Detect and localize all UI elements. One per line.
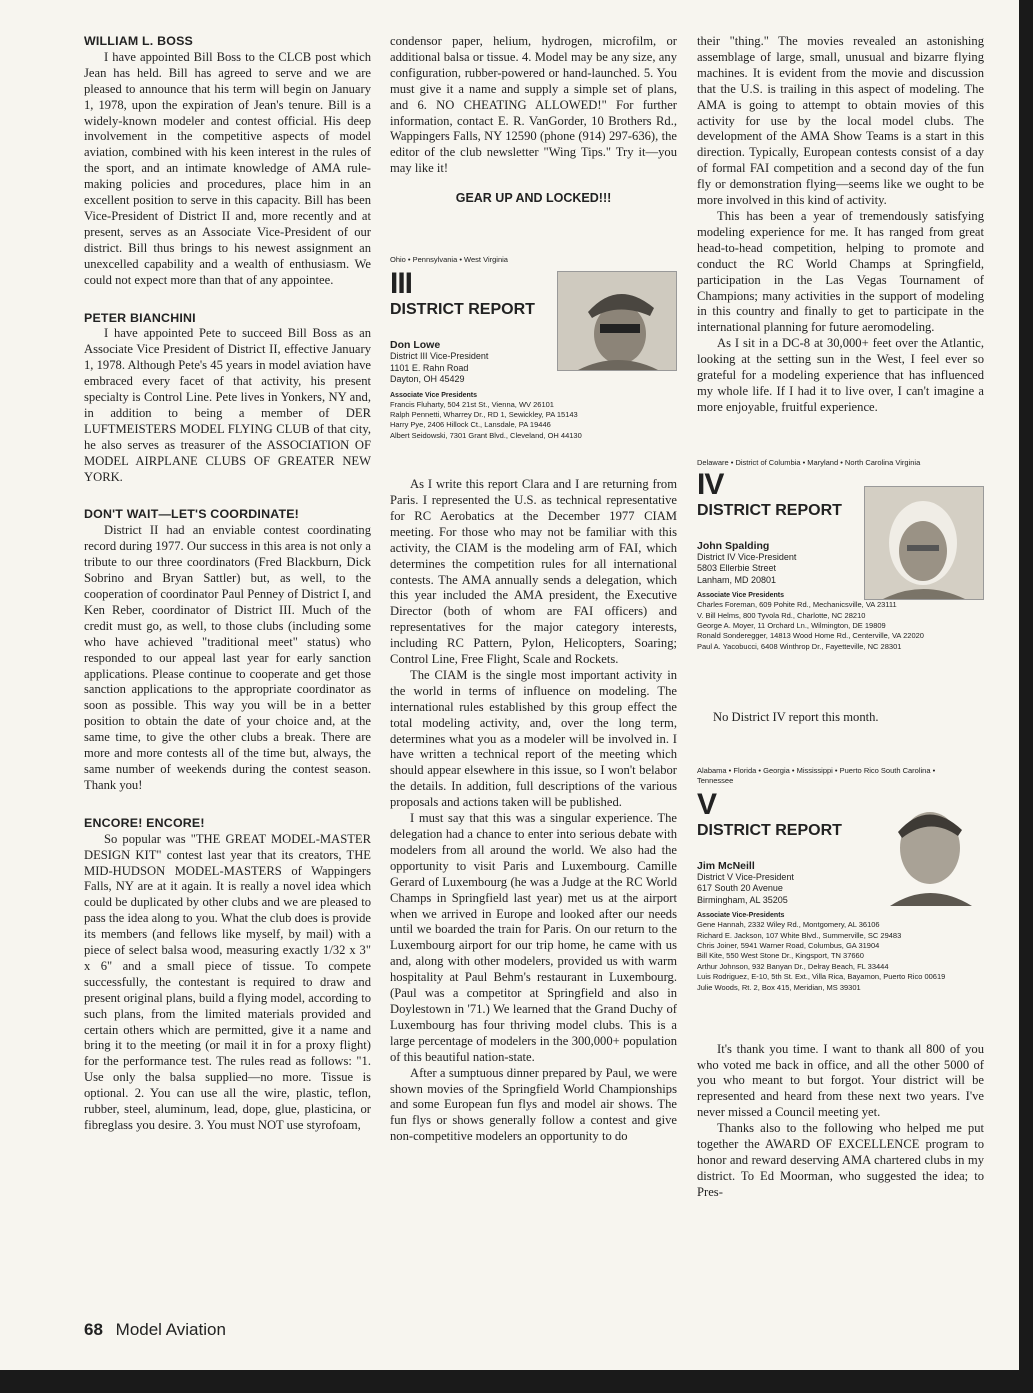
district-5-avp-item: Chris Joiner, 5941 Warner Road, Columbus, GA 31904 — [697, 940, 880, 950]
district-5-vp-photo — [874, 796, 984, 906]
district-3-number: III — [390, 267, 413, 301]
portrait-smiling-man-icon — [874, 796, 984, 906]
district-3-vp-street: 1101 E. Rahn Road — [390, 362, 469, 373]
district-4-vp-title: District IV Vice-President — [697, 551, 797, 562]
district-3-paragraph-6: This has been a year of tremendously satisfying modeling experience for me. It has ranged from great head-to-head competition, helping to promote and conduct the RC World Champs at Springfield, participation in the Las Vegas Tournament of Champions; many activities in the support of modeling in this country and finally to get to participate in the international planning for future aeromodeling. — [697, 208, 984, 335]
district-3-vp-city: Dayton, OH 45429 — [390, 374, 465, 385]
district-3-paragraph-1: As I write this report Clara and I are returning from Paris. I represented the U.S. as technical representative for RC Aerobatics at the December 1977 CIAM meeting. For those who may not be familiar with this activity, the CIAM is the modeling arm of FAI, which determines the competition rules for all international contests. The AMA annually sends a delegation, which this year included the AMA president, the Executive Director (both of whom are FAI officers) and representatives for the major category interests, including RC Pattern, Pylon, Helicopters, Soaring; Control Line, Free Flight, Scale and Rockets. — [390, 477, 677, 667]
district-4-avp-item: V. Bill Helms, 800 Tyvola Rd., Charlotte, NC 28210 — [697, 610, 866, 620]
district-4-vp-name: John Spalding — [697, 539, 770, 552]
district-5-avp-item: Arthur Johnson, 932 Banyan Dr., Delray Beach, FL 33444 — [697, 961, 889, 971]
district-3-avp-item: Harry Pye, 2406 Hillock Ct., Lansdale, PA 19446 — [390, 420, 551, 430]
district-5-avp-item: Richard E. Jackson, 107 White Blvd., Summerville, SC 29483 — [697, 930, 902, 940]
district-3-paragraph-4: After a sumptuous dinner prepared by Paul, we were shown movies of the Springfield World Championships and some European fun flys and model air shows. The fun flys or shows generally follow a contest and give non-competitive modelers an opportunity to do — [390, 1065, 677, 1144]
district-4-block — [697, 458, 984, 694]
boss-paragraph: I have appointed Bill Boss to the CLCB post which Jean has held. Bill has agreed to serve and we are pleased to announce that his term will begin on January 1, 1978, upon the expiration of Jean's tenure. Bill is a widely-known modeler and contest official. His deep involvement in the competitive aspects of model aviation, combined with his keen interest in the rules of the sport, and an intimate knowledge of AMA rule-making policies and procedures, place him in an excellent position to serve in this capacity. Bill has been Vice-President of District II and, more recently and at present, serves as an Associate Vice-President of our district. Bill thus brings to his newest assignment an unexcelled capability and a wealth of enthusiasm. We could not expect more than that of any appointee. — [84, 49, 371, 287]
district-4-avp-title: Associate Vice Presidents — [697, 592, 785, 600]
district-4-avp-item: Charles Foreman, 609 Pohite Rd., Mechanicsville, VA 23111 — [697, 600, 897, 610]
district-5-number: V — [697, 787, 717, 821]
district-3-title: DISTRICT REPORT — [390, 301, 535, 319]
district-5-vp-city: Birmingham, AL 35205 — [697, 894, 788, 905]
district-3-vp-title: District III Vice-President — [390, 351, 489, 362]
portrait-gray-hair-man-icon — [865, 487, 983, 599]
district-5-title: DISTRICT REPORT — [697, 821, 842, 839]
district-3-paragraph-5: their "thing." The movies revealed an astonishing assemblage of large, small, unusual and bizarre flying machines. It is evident from the movie and discussion that the U.S. is trailing in this aspect of modeling. The AMA is going to attempt to obtain movies of this activity for use by the local model clubs. The development of the AMA Show Teams is a start in this direction. Typically, European contests consist of a day of formal FAI competition and a second day of the fun fly or demonstration flying—seems like we ought to be more involved in this kind of activity. — [697, 34, 984, 208]
district-3-avp-item: Ralph Pennetti, Wharrey Dr., RD 1, Sewickley, PA 15143 — [390, 409, 578, 419]
district-5-avp-item: Bill Kite, 550 West Stone Dr., Kingsport, TN 37660 — [697, 951, 864, 961]
district-4-title: DISTRICT REPORT — [697, 501, 842, 519]
column-1 — [84, 34, 371, 1134]
district-4-number: IV — [697, 467, 724, 501]
encore-continued-paragraph: condensor paper, helium, hydrogen, microfilm, or additional balsa or tissue. 4. Model may be any size, any configuration, rubber-powered or hand-launched. 5. You must give it a name and supply a simple set of plans, and 6. NO CHEATING ALLOWED!" For further information, contact E. R. VanGorder, 10 Brothers Rd., Wappingers Falls, NY 12590 (phone (914) 297-636), the editor of the club newsletter "Wing Tips." Try it—you may like it! — [390, 34, 677, 176]
boss-heading: WILLIAM L. BOSS — [84, 34, 193, 48]
district-5-block — [697, 766, 984, 1038]
district-5-avp-item: Luis Rodriguez, E-10, 5th St. Ext., Villa Rica, Bayamon, Puerto Rico 00619 — [697, 972, 946, 982]
district-3-vp-name: Don Lowe — [390, 339, 441, 352]
district-4-note: No District IV report this month. — [713, 709, 879, 724]
district-3-avp-item: Albert Seidowski, 7301 Grant Blvd., Cleveland, OH 44130 — [390, 430, 582, 440]
encore-heading: ENCORE! ENCORE! — [84, 815, 205, 830]
page-number: 68 — [84, 1320, 103, 1339]
district-3-avp-title: Associate Vice Presidents — [390, 391, 478, 399]
district-5-states: Alabama • Florida • Georgia • Mississippi • Puerto Rico South Carolina • Tennessee — [697, 765, 936, 785]
district-3-paragraph-2: The CIAM is the single most important activity in the world in terms of influence on modeling. The international rules established by this group effect the total modeling activity, and, over the long term, determines what you as a modeler will be involved in. I have written a technical report of the meeting which should appear elsewhere in this issue, so I won't belabor the details. In addition, full descriptions of the various proposals and actions taken will be published. — [390, 667, 677, 810]
district-4-avp-item: George A. Moyer, 11 Orchard Ln., Wilmington, DE 19809 — [697, 621, 886, 631]
district-5-vp-street: 617 South 20 Avenue — [697, 883, 783, 894]
district-5-avp-item: Gene Hannah, 2332 Wiley Rd., Montgomery, AL 36106 — [697, 920, 880, 930]
portrait-cap-man-icon — [558, 272, 676, 370]
district-3-paragraph-7: As I sit in a DC-8 at 30,000+ feet over the Atlantic, looking at the setting sun in the West, I feel ever so grateful for a modeling experience that has influenced my whole life. If I had it to live over, I can't imagine a more enjoyable, fruitful experience. — [697, 336, 984, 414]
district-4-vp-street: 5803 Ellerbie Street — [697, 563, 777, 574]
district-3-block — [390, 255, 677, 475]
district-5-paragraph-1: It's thank you time. I want to thank all 800 of you who voted me back in office, and all the other 5000 of you who meant to but forgot. Your district will be represented and heard from these next two years. I've never missed a Council meeting yet. — [697, 1041, 984, 1120]
district-4-vp-photo — [864, 486, 984, 600]
district-3-states: Ohio • Pennsylvania • West Virginia — [390, 255, 508, 265]
magazine-name: Model Aviation — [115, 1320, 226, 1339]
encore-paragraph: So popular was "THE GREAT MODEL-MASTER DESIGN KIT" contest last year that its creators, THE MID-HUDSON MODEL-MASTERS of Wappingers Falls, NY are at it again. It is really a novel idea which could be duplicated by other clubs and we are pleased to pass the idea along to you. What the club does is provide its members (and fellows like myself, by mail) with a piece of select balsa wood, measuring exactly 1/32 x 3" x 6" and a small piece of tissue. To compete successfully, the contestant is required to draw and present original plans, build a flying model, according to such plans, from the limited materials provided and certain others which are permitted, give it a name and bring it to the meeting (or mail it in for a proxy flight) for the performance test. The rules read as follows: "1. Use only the balsa supplied—no more. Tissue is optional. 2. You can use all the wire, plastic, teflon, rubber, steel, aluminum, lead, dope, glue, plasticina, or fibreglass you desire. 3. You must NOT use styrofoam, — [84, 831, 371, 1132]
district-4-vp-city: Lanham, MD 20801 — [697, 574, 777, 585]
bianchini-heading: PETER BIANCHINI — [84, 310, 196, 325]
district-5-paragraph-2: Thanks also to the following who helped me put together the AWARD OF EXCELLENCE program to honor and reward deserving AMA chartered clubs in my district. To Ed Moorman, who suggested the idea; to Pres- — [697, 1121, 984, 1199]
coordinate-heading: DON'T WAIT—LET'S COORDINATE! — [84, 507, 300, 522]
district-3-paragraph-3: I must say that this was a singular experience. The delegation had a chance to enter into serious debate with modelers from all around the world. We also had the opportunity to visit Paris and Luxembourg. Camille Gerard of Luxembourg (he was a Judge at the RC World Champs in Springfield last year) met us at the airport when we arrived in Europe and looked after our needs until we boarded the train for Paris. On our return to the Luxembourg airport for our trip home, he came with us and, along with other modelers, provided us with warm hospitality at Paul Behm's restaurant in Luxembourg. (Paul was a competitor at Springfield and also in Doylestown in '71.) We learned that the Grand Duchy of Luxembourg has four thriving model clubs. This is a large percentage of modelers in the 300,000+ population of this beautiful nation-state. — [390, 811, 677, 1064]
district-4-avp-item: Paul A. Yacobucci, 6408 Winthrop Dr., Fayetteville, NC 28301 — [697, 641, 902, 651]
district-5-avp-item: Julie Woods, Rt. 2, Box 415, Meridian, MS 39301 — [697, 982, 861, 992]
district-3-vp-photo — [557, 271, 677, 371]
district-5-vp-name: Jim McNeill — [697, 859, 755, 872]
coordinate-paragraph: District II had an enviable contest coordinating record during 1977. Our success in this area is not only a tribute to our three coordinators (Fred Blackburn, Dick Sobrino and Bryan Sattler) but, as well, to the cooperation of coordinator Paul Penney of District I, and Ken Reber, coordinator of District III. Much of the credit must go, as well, to those clubs (including some who have achieved "traditional meet" status) who responded to our appeal last year for early sanction applications. Please continue to cooperate and get those sanction applications to the appropriate coordinator as soon as possible. This way you will be in a better position to obtain the date of your choice and, at the same time, to give the other clubs a break. There are more and more contests all of the time but, always, the same number of weekends during the contest season. Thank you! — [84, 523, 371, 792]
district-3-avp-item: Francis Fluharty, 504 21st St., Vienna, WV 26101 — [390, 399, 554, 409]
page-footer — [84, 1320, 226, 1340]
gear-up-heading: GEAR UP AND LOCKED!!! — [455, 191, 612, 206]
district-5-avp-title: Associate Vice-Presidents — [697, 912, 785, 920]
district-4-avp-item: Ronald Sonderegger, 14813 Wood Home Rd., Centerville, VA 22020 — [697, 631, 924, 641]
district-5-vp-title: District V Vice-President — [697, 871, 794, 882]
column-3 — [697, 34, 984, 1201]
bianchini-paragraph: I have appointed Pete to succeed Bill Boss as an Associate Vice President of District II, effective January 1, 1978. Although Pete's 45 years in model aviation have embraced every facet of that activity, his present specialty is Control Line. Pete lives in Yonkers, NY and, in addition to being a member of DER LUFTMEISTERS MODEL FLYING CLUB of that city, he also serves as treasurer of the ASSOCIATION OF MODEL AIRPLANE CLUBS OF GREATER NEW YORK. — [84, 326, 371, 484]
column-2 — [390, 34, 677, 1145]
district-4-states: Delaware • District of Columbia • Maryland • North Carolina Virginia — [697, 457, 921, 467]
